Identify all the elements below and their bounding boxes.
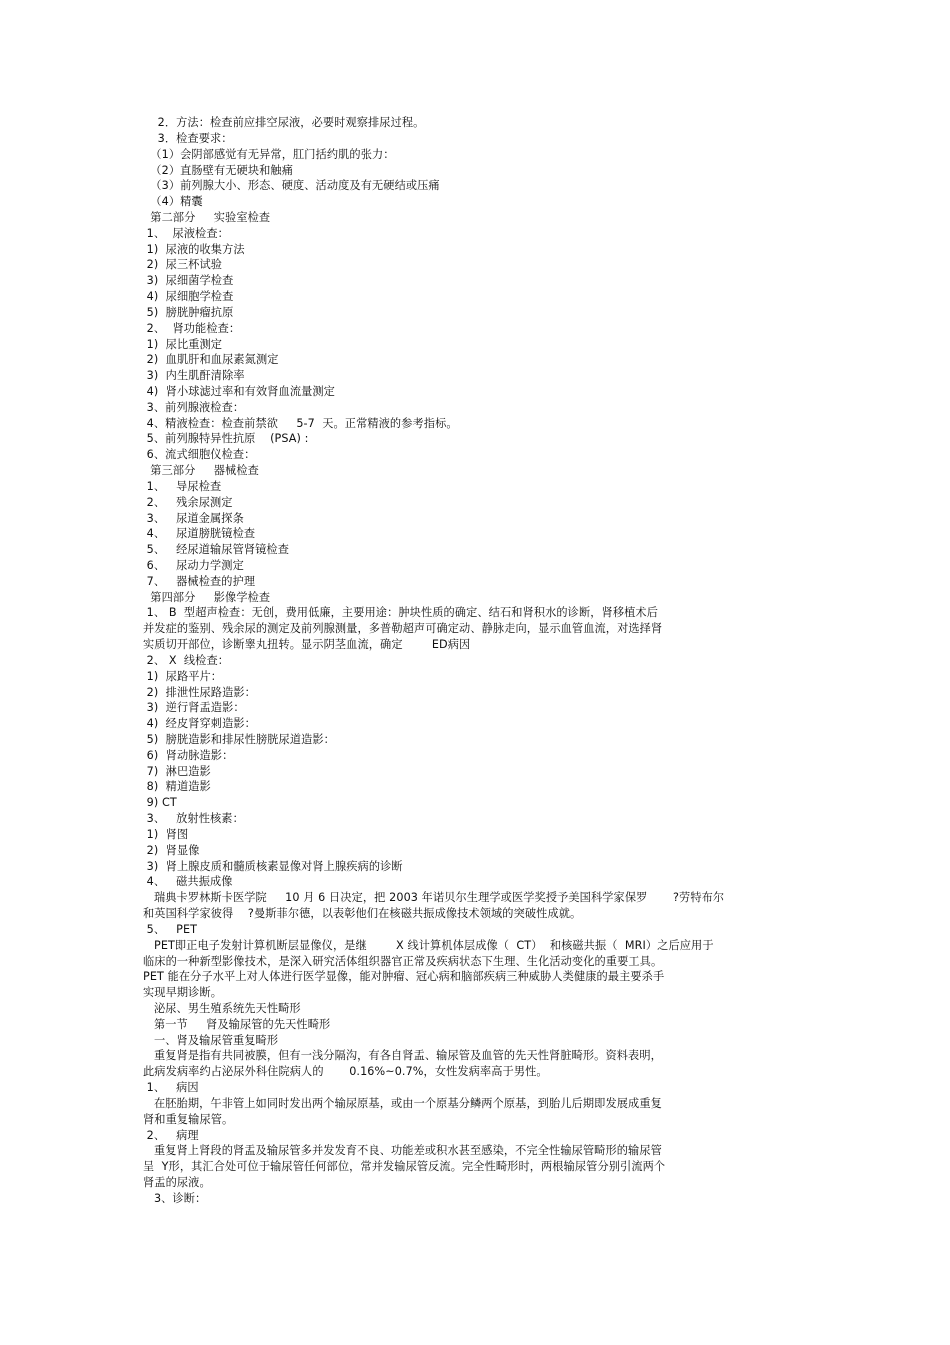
text-line: 4) 肾小球滤过率和有效肾血流量测定 xyxy=(143,384,335,398)
text-line: 2、 病理 xyxy=(143,1128,199,1142)
text-line: 第一节 肾及输尿管的先天性畸形 xyxy=(143,1017,331,1031)
text-line: （3）前列腺大小、形态、硬度、活动度及有无硬结或压痛 xyxy=(143,179,440,193)
text-line: 呈 Y形，其汇合处可位于输尿管任何部位，常并发输尿管反流。完全性畸形时，两根输尿管分别引流两个 xyxy=(143,1160,666,1174)
text-line: 3) 逆行肾盂造影： xyxy=(143,701,245,715)
text-line: 3、 尿道金属探条 xyxy=(143,511,244,525)
text-line: 实现早期诊断。 xyxy=(143,986,223,1000)
text-line: 1) 尿路平片： xyxy=(143,669,223,683)
text-line: （1）会阴部感觉有无异常，肛门括约肌的张力： xyxy=(143,147,395,161)
text-line: 3) 肾上腺皮质和髓质核素显像对肾上腺疾病的诊断 xyxy=(143,859,403,873)
text-line: 泌尿、男生殖系统先天性畸形 xyxy=(143,1001,301,1015)
text-line: 5、 经尿道输尿管肾镜检查 xyxy=(143,543,290,557)
text-line: 4、精液检查：检查前禁欲 5-7 天。正常精液的参考指标。 xyxy=(143,416,458,430)
text-line: 5、 PET xyxy=(143,922,198,936)
text-line: 瑞典卡罗林斯卡医学院 10 月 6 日决定，把 2003 年诺贝尔生理学或医学奖授予美国科学家保罗 ?劳特布尔 xyxy=(143,891,725,905)
text-line: 2、 X 线检查： xyxy=(143,653,230,667)
text-line: 肾和重复输尿管。 xyxy=(143,1112,234,1126)
text-line: 2、 肾功能检查： xyxy=(143,321,241,335)
text-line: 1) 肾图 xyxy=(143,827,189,841)
text-line: 2) 血肌肝和血尿素氮测定 xyxy=(143,353,279,367)
text-line: 肾盂的尿液。 xyxy=(143,1175,211,1189)
text-line: 1、 尿液检查： xyxy=(143,226,229,240)
text-line: （2）直肠壁有无硬块和触痛 xyxy=(143,163,293,177)
text-line: 2、 残余尿测定 xyxy=(143,495,233,509)
text-line: 1) 尿液的收集方法 xyxy=(143,242,245,256)
text-line: PET 能在分子水平上对人体进行医学显像，能对肿瘤、冠心病和脑部疾病三种威胁人类健康的最主要杀手 xyxy=(143,970,665,984)
text-line: 3、 放射性核素： xyxy=(143,812,244,826)
text-line: 4) 尿细胞学检查 xyxy=(143,290,234,303)
text-line: 实质切开部位，诊断睾丸扭转。显示阴茎血流，确定 ED病因 xyxy=(143,638,471,652)
text-line: 1、 病因 xyxy=(143,1081,199,1094)
text-line: PET即正电子发射计算机断层显像仪，是继 X 线计算机体层成像（ CT） 和核磁共振（ MRI）之后应用于 xyxy=(143,938,714,952)
text-line: 3、前列腺液检查： xyxy=(143,400,245,414)
text-line: 2) 肾显像 xyxy=(143,843,200,857)
text-line: 6、流式细胞仪检查： xyxy=(143,448,256,462)
text-line: 第四部分 影像学检查 xyxy=(143,590,271,604)
text-line: 3、诊断： xyxy=(143,1191,207,1205)
text-line: 2) 尿三杯试验 xyxy=(143,258,223,272)
text-line: 1) 尿比重测定 xyxy=(143,337,223,351)
text-line: 6、 尿动力学测定 xyxy=(143,559,244,572)
text-line: 4) 经皮肾穿刺造影： xyxy=(143,717,256,731)
text-line: 重复肾上肾段的肾盂及输尿管多并发发育不良、功能差或积水甚至感染，不完全性输尿管畸形的输尿管 xyxy=(143,1144,662,1158)
text-line: 重复肾是指有共同被膜，但有一浅分隔沟，有各自肾盂、输尿管及血管的先天性肾脏畸形。资料表明， xyxy=(143,1049,662,1063)
text-line: 3．检查要求： xyxy=(143,131,233,145)
text-line: 3) 内生肌酐清除率 xyxy=(143,369,245,383)
text-line: 和英国科学家彼得 ?曼斯菲尔德，以表彰他们在核磁共振成像技术领域的突破性成就。 xyxy=(143,907,582,920)
text-line: 在胚胎期，午非管上如同时发出两个输尿原基，或由一个原基分鳞两个原基，到胎儿后期即发展成重复 xyxy=(143,1096,662,1110)
text-line: 7) 淋巴造影 xyxy=(143,764,211,778)
text-line: 1、 B 型超声检查：无创，费用低廉，主要用途：肿块性质的确定、结石和肾积水的诊断，肾移植术后 xyxy=(143,606,658,620)
text-line: 4、 磁共振成像 xyxy=(143,875,233,889)
text-line: 2．方法：检查前应排空尿液，必要时观察排尿过程。 xyxy=(143,116,425,129)
text-line: 5) 膀胱造影和排尿性膀胱尿道造影： xyxy=(143,733,335,746)
text-line: （4）精囊 xyxy=(143,195,203,209)
text-line: 一、肾及输尿管重复畸形 xyxy=(143,1033,279,1047)
text-line: 1、 导尿检查 xyxy=(143,479,222,493)
text-line: 3) 尿细菌学检查 xyxy=(143,274,234,288)
text-line: 临床的一种新型影像技术，是深入研究活体组织器官正常及疾病状态下生理、生化活动变化的重要工具。 xyxy=(143,954,663,968)
text-line: 4、 尿道膀胱镜检查 xyxy=(143,527,256,541)
text-line: 并发症的鉴别、残余尿的测定及前列腺测量，多普勒超声可确定动、静脉走向，显示血管血流，对选择肾 xyxy=(143,622,663,636)
text-line: 此病发病率约占泌尿外科住院病人的 0.16%~0.7%，女性发病率高于男性。 xyxy=(143,1065,548,1079)
text-line: 7、 器械检查的护理 xyxy=(143,574,256,588)
text-line: 第三部分 器械检查 xyxy=(143,464,259,477)
text-line: 5) 膀胱肿瘤抗原 xyxy=(143,305,234,319)
text-line: 5、前列腺特异性抗原 (PSA) : xyxy=(143,432,309,446)
text-line: 9) CT xyxy=(143,796,177,810)
text-line: 6) 肾动脉造影： xyxy=(143,748,234,762)
text-line: 第二部分 实验室检查 xyxy=(143,210,271,224)
text-line: 2) 排泄性尿路造影： xyxy=(143,685,256,699)
text-line: 8) 精道造影 xyxy=(143,780,211,794)
